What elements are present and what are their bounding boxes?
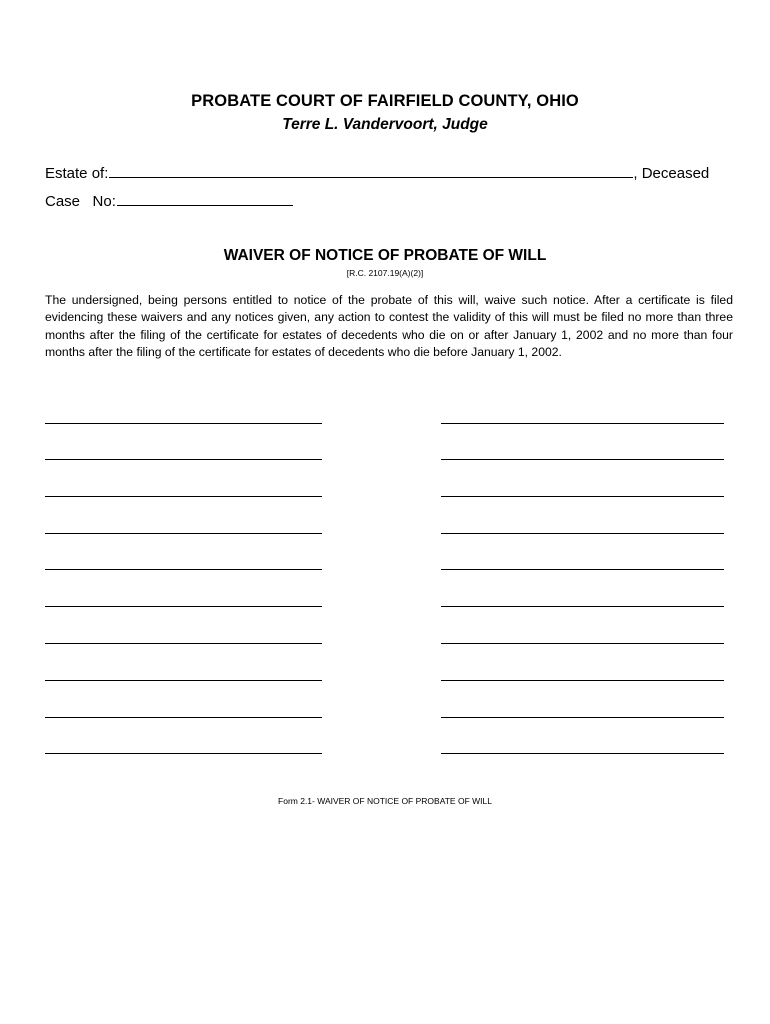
- signature-line-left[interactable]: [45, 496, 322, 497]
- case-field-row: [45, 189, 293, 210]
- statute-reference: [R.C. 2107.19(A)(2)]: [346, 268, 424, 278]
- signature-line-right[interactable]: [441, 496, 724, 497]
- signature-line-left[interactable]: [45, 753, 322, 754]
- signature-line-right[interactable]: [441, 717, 724, 718]
- signature-line-left[interactable]: [45, 423, 322, 424]
- signature-line-right[interactable]: [441, 680, 724, 681]
- signature-line-left[interactable]: [45, 569, 322, 570]
- signature-line-left[interactable]: [45, 717, 322, 718]
- court-title: PROBATE COURT OF FAIRFIELD COUNTY, OHIO: [191, 92, 579, 110]
- case-number-blank[interactable]: [117, 189, 293, 206]
- signature-line-right[interactable]: [441, 459, 724, 460]
- deceased-label: , Deceased: [633, 165, 710, 182]
- estate-name-blank[interactable]: [109, 161, 633, 178]
- signature-line-left[interactable]: [45, 459, 322, 460]
- signature-line-right[interactable]: [441, 753, 724, 754]
- signature-line-left[interactable]: [45, 680, 322, 681]
- form-footer: Form 2.1- WAIVER OF NOTICE OF PROBATE OF WILL: [278, 796, 492, 806]
- signature-line-right[interactable]: [441, 423, 724, 424]
- waiver-title: WAIVER OF NOTICE OF PROBATE OF WILL: [223, 247, 547, 264]
- waiver-body-text: The undersigned, being persons entitled to notice of the probate of this will, waive such notice. After a certificate is filed evidencing these waivers and any notices given, any action to contest the validity of this will must be filed no more than three months after the filing of the certificate for estates of decedents who die on or after January 1, 2002 and no more than four months after the filing of the certificate for estates of decedents who die before January 1, 2002.: [45, 293, 733, 360]
- signature-line-right[interactable]: [441, 606, 724, 607]
- signature-line-right[interactable]: [441, 533, 724, 534]
- signature-line-left[interactable]: [45, 643, 322, 644]
- estate-label: Estate of:: [45, 165, 109, 182]
- estate-field-row: [45, 161, 725, 182]
- signature-line-right[interactable]: [441, 643, 724, 644]
- signature-line-right[interactable]: [441, 569, 724, 570]
- signature-line-left[interactable]: [45, 606, 322, 607]
- signature-line-left[interactable]: [45, 533, 322, 534]
- case-label: Case No:: [45, 193, 116, 210]
- judge-name: Terre L. Vandervoort, Judge: [282, 116, 488, 133]
